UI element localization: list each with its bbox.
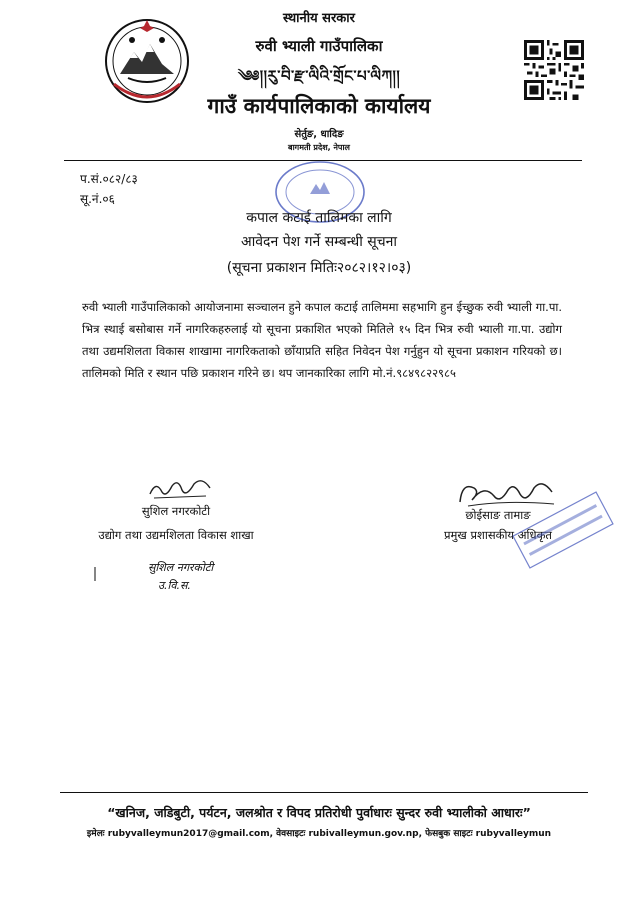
left-signatory-designation: उद्योग तथा उद्यमशिलता विकास शाखा (98, 528, 254, 542)
header-municipality-tibetan: ༄༅།།རུ་བི་རྫ་ལིའི་གྲོང་པ་ལིཀ།། (237, 67, 401, 85)
right-signatory-name: छोईसाङ तामाङ (465, 508, 531, 522)
header-province: बागमती प्रदेश, नेपाल (288, 143, 350, 152)
handwritten-name: सुशिल नगरकोटी (148, 561, 214, 574)
header-municipality-name: रुवी भ्याली गाउँपालिका (255, 37, 383, 55)
subject-line-1: कपाल कटाई तालिमका लागि (246, 210, 392, 226)
header-place: सेर्तुङ, धादिङ (294, 129, 344, 140)
notice-body: रुवी भ्याली गाउँपालिकाको आयोजनामा सञ्चालन हुने कपाल कटाई तालिममा सहभागि हुन ईच्छुक रुवी भ्याली गा.पा. भित्र स्थाई बसोबास गर्ने नागरिकहरुलाई यो सूचना प्रकाशित भएको मितिले १५ दिन भित्र रुवी भ्याली गा.पा. उद्योग तथा उद्यमशिलता विकास शाखामा नागरिकताको छाँयाप्रति सहित निवेदन पेश गर्नुहुन यो सूचना प्रकाशन गरियको छ। तालिमको मिति र स्थान पछि प्रकाशन गरिने छ। थप जानकारिका लागि मो.नं.९८४९८२२९८५ (82, 300, 562, 380)
left-signatory-name: सुशिल नगरकोटी (141, 504, 211, 518)
footer-slogan: “खनिज, जडिबुटी, पर्यटन, जलश्रोत र विपद प्रतिरोधी पुर्वाधारः सुन्दर रुवी भ्यालीको आधारः” (107, 805, 531, 820)
header-local-government: स्थानीय सरकार (283, 11, 355, 26)
right-signatory-designation: प्रमुख प्रशासकीय अधिकृत (444, 528, 552, 542)
handwritten-title: उ.वि.स. (158, 579, 191, 592)
header-office-title: गाउँ कार्यपालिकाको कार्यालय (207, 94, 431, 118)
publication-date: (सूचना प्रकाशन मितिः२०८२।१२।०३) (226, 260, 412, 276)
handwritten-mark (92, 566, 98, 582)
footer-divider (60, 792, 588, 793)
notice-number: सू.नं.०६ (80, 192, 115, 206)
officer-stamp (508, 490, 618, 570)
footer-contact: इमेलः rubyvalleymun2017@gmail.com, वेवसाइटः rubivalleymun.gov.np, फेसबुक साइटः rubyvalleymun (86, 829, 552, 839)
signature-left (146, 474, 214, 502)
subject-line-2: आवेदन पेश गर्ने सम्बन्धी सूचना (240, 234, 398, 250)
letter-number: प.सं.०८२/८३ (80, 172, 138, 186)
